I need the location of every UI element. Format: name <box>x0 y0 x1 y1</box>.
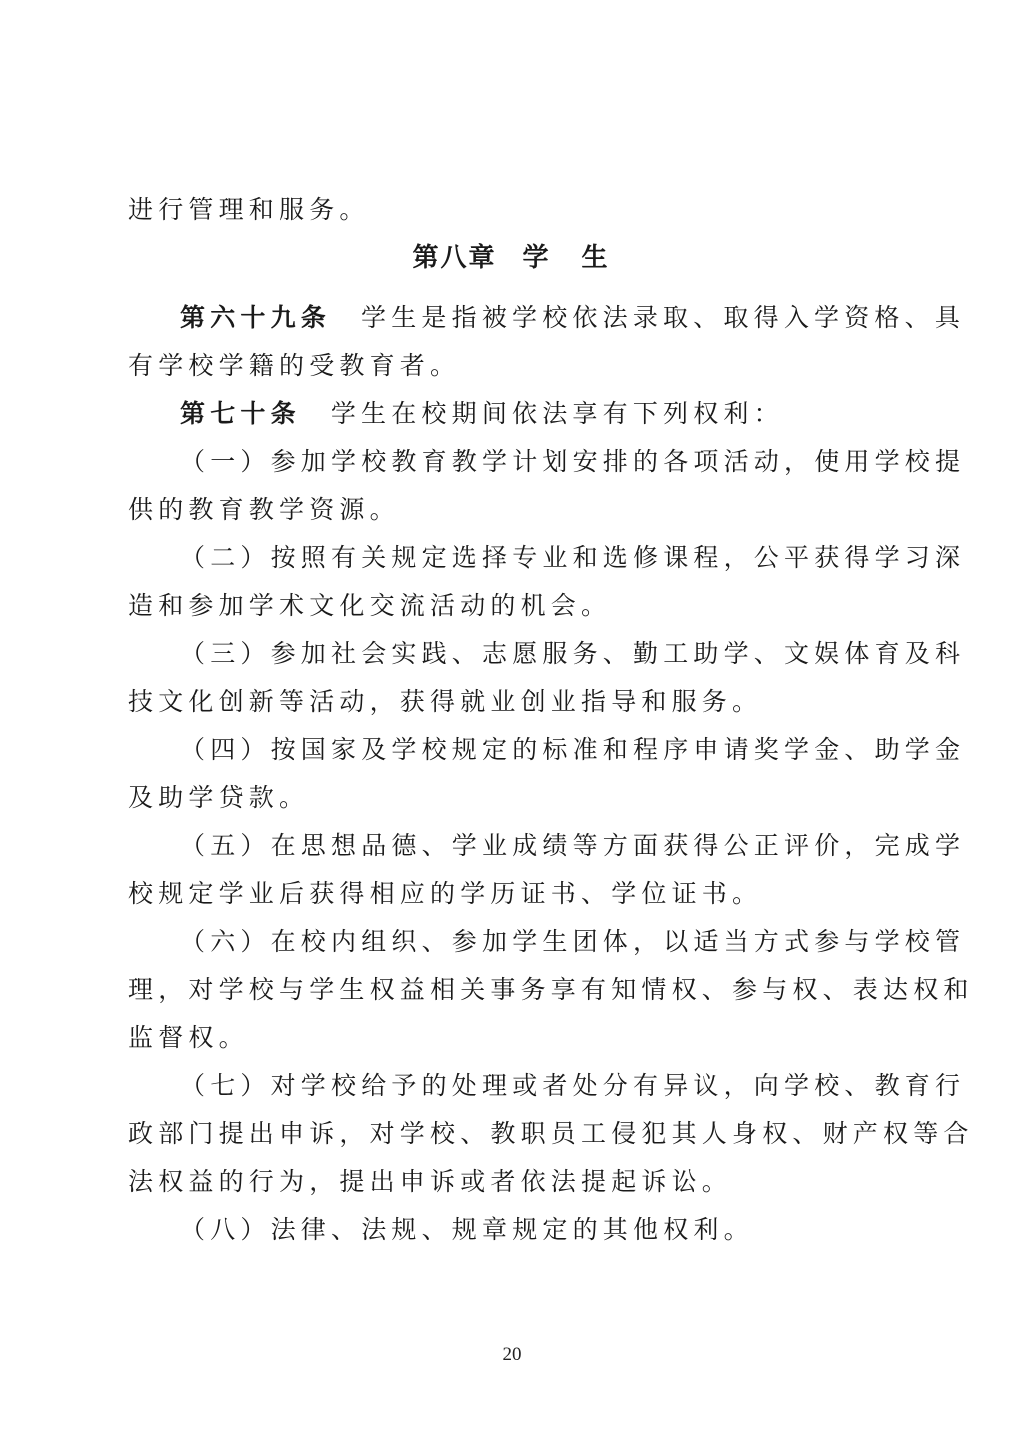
rights-item-7 <box>128 1062 974 1206</box>
rights-item-line: 及助学贷款。 <box>128 783 310 812</box>
rights-item-line: （一）参加学校教育教学计划安排的各项活动，使用学校提 <box>180 447 966 476</box>
rights-item-line: 校规定学业后获得相应的学历证书、学位证书。 <box>128 879 763 908</box>
rights-item-2 <box>128 534 966 630</box>
article-70-text-1: 学生在校期间依法享有下列权利： <box>330 399 784 428</box>
rights-item-4 <box>128 726 966 822</box>
rights-item-line: （七）对学校给予的处理或者处分有异议，向学校、教育行 <box>180 1071 966 1100</box>
page-number: 20 <box>502 1344 522 1365</box>
article-69-line-2: 有学校学籍的受教育者。 <box>128 351 461 380</box>
rights-item-line: （六）在校内组织、参加学生团体，以适当方式参与学校管 <box>180 927 966 956</box>
rights-item-line: 技文化创新等活动，获得就业创业指导和服务。 <box>128 687 763 716</box>
rights-item-5 <box>128 822 966 918</box>
rights-item-line: 监督权。 <box>128 1023 249 1052</box>
chapter-title: 学 生 <box>522 243 620 273</box>
article-69-text-1: 学生是指被学校依法录取、取得入学资格、具 <box>361 303 966 332</box>
rights-item-line: （二）按照有关规定选择专业和选修课程，公平获得学习深 <box>180 543 966 572</box>
document-body <box>128 186 974 1254</box>
article-69 <box>128 294 966 390</box>
rights-item-line: 造和参加学术文化交流活动的机会。 <box>128 591 612 620</box>
rights-item-8 <box>128 1206 896 1254</box>
article-69-line-1 <box>128 294 966 342</box>
chapter-heading <box>128 234 896 282</box>
article-70-label: 第七十条 <box>180 399 301 428</box>
chapter-number: 第八章 <box>412 243 497 273</box>
article-70 <box>128 390 896 438</box>
rights-item-6 <box>128 918 974 1062</box>
rights-item-line: 理，对学校与学生权益相关事务享有知情权、参与权、表达权和 <box>128 975 974 1004</box>
rights-item-3 <box>128 630 966 726</box>
rights-item-line: 政部门提出申诉，对学校、教职员工侵犯其人身权、财产权等合 <box>128 1119 974 1148</box>
rights-item-line: 法权益的行为，提出申诉或者依法提起诉讼。 <box>128 1167 733 1196</box>
rights-item-1 <box>128 438 966 534</box>
rights-item-line: 供的教育教学资源。 <box>128 495 400 524</box>
article-69-label: 第六十九条 <box>180 303 332 332</box>
continuation-line: 进行管理和服务。 <box>128 195 370 224</box>
rights-item-line: （五）在思想品德、学业成绩等方面获得公正评价，完成学 <box>180 831 966 860</box>
rights-item-line: （三）参加社会实践、志愿服务、勤工助学、文娱体育及科 <box>180 639 966 668</box>
rights-item-line: （四）按国家及学校规定的标准和程序申请奖学金、助学金 <box>180 735 966 764</box>
article-70-line-1 <box>128 390 896 438</box>
rights-item-line: （八）法律、法规、规章规定的其他权利。 <box>180 1215 754 1244</box>
